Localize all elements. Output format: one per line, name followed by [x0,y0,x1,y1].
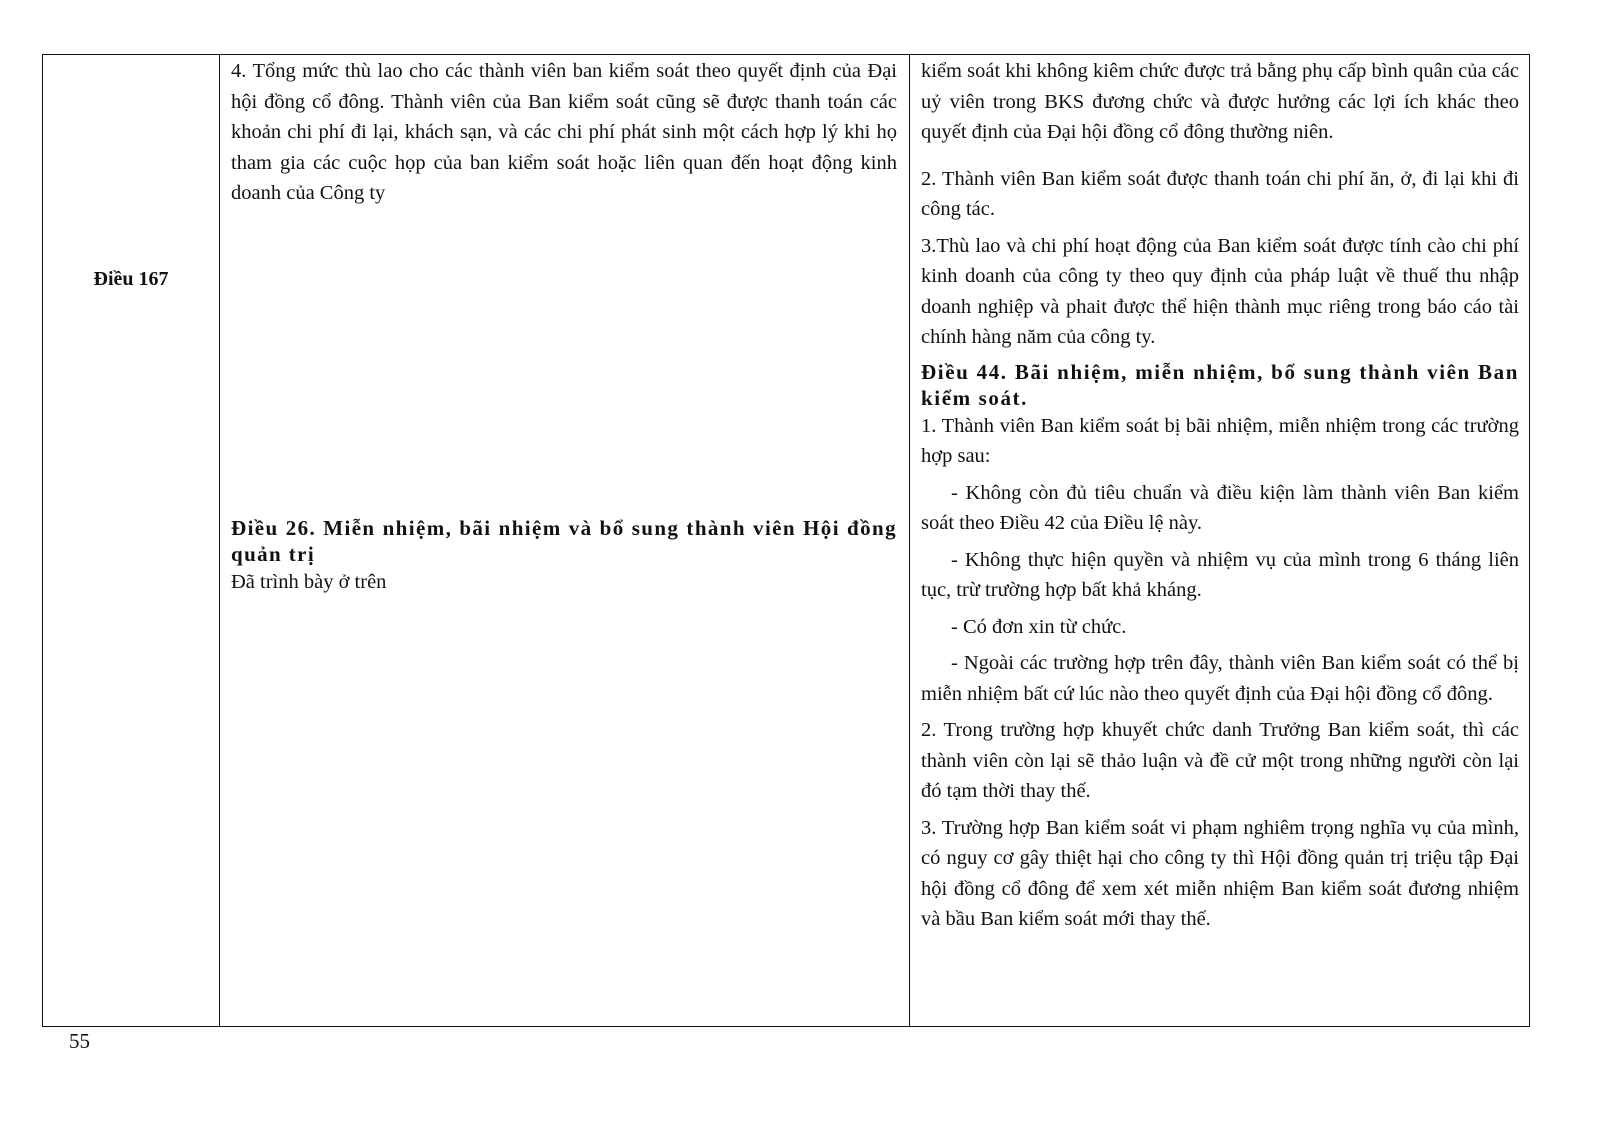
new-item-2: 2. Trong trường hợp khuyết chức danh Trưởng Ban kiểm soát, thì các thành viên còn lại sẽ thảo luận và đề cử một trong những người còn lại đó tạm thời thay thế. [921,719,1519,802]
old-regulation-cell [219,55,909,1026]
new-paragraph-3: 3.Thù lao và chi phí hoạt động của Ban kiểm soát được tính cào chi phí kinh doanh của công ty theo quy định của pháp luật về thuế thu nhập doanh nghiệp và phait được thể hiện thành mục riêng trong báo cáo tài chính hàng năm của công ty. [921,234,1519,348]
article-cell [43,55,219,1026]
old-article-26-heading: Điều 26. Miễn nhiệm, bãi nhiệm và bổ sung thành viên Hội đồng quản trị [231,516,897,566]
new-bullet: - Ngoài các trường hợp trên đây, thành viên Ban kiểm soát có thể bị miễn nhiệm bất cứ lúc nào theo quyết định của Đại hội đồng cổ đông. [921,652,1519,705]
new-bullet: - Không còn đủ tiêu chuẩn và điều kiện làm thành viên Ban kiểm soát theo Điều 42 của Điều lệ này. [921,481,1519,534]
new-regulation-content [921,56,1519,935]
new-paragraph-2: 2. Thành viên Ban kiểm soát được thanh toán chi phí ăn, ở, đi lại khi đi công tác. [921,167,1519,220]
old-article-26-note: Đã trình bày ở trên [231,571,387,593]
new-article-44-heading: Điều 44. Bãi nhiệm, miễn nhiệm, bổ sung thành viên Ban kiểm soát. [921,359,1519,410]
old-paragraph-4: 4. Tổng mức thù lao cho các thành viên ban kiểm soát theo quyết định của Đại hội đồng cổ đông. Thành viên của Ban kiểm soát cũng sẽ được thanh toán các khoản chi phí đi lại, khách sạn, và các chi phí phát sinh một cách hợp lý khi họ tham gia các cuộc họp của ban kiểm soát hoặc liên quan đến hoạt động kinh doanh của Công ty [231,60,897,204]
new-bullet: - Có đơn xin từ chức. [951,615,1127,638]
page-number: 55 [69,1029,90,1053]
new-item-1: 1. Thành viên Ban kiểm soát bị bãi nhiệm, miễn nhiệm trong các trường hợp sau: [921,414,1519,467]
article-label: Điều 167 [93,268,169,290]
new-bullet: - Không thực hiện quyền và nhiệm vụ của mình trong 6 tháng liên tục, trừ trường hợp bất khả kháng. [921,548,1519,601]
new-regulation-cell [909,55,1531,1026]
comparison-table [42,54,1530,1027]
new-item-3: 3. Trường hợp Ban kiểm soát vi phạm nghiêm trọng nghĩa vụ của mình, có nguy cơ gây thiệt hại cho công ty thì Hội đồng quản trị triệu tập Đại hội đồng cổ đông để xem xét miễn nhiệm Ban kiểm soát đương nhiệm và bầu Ban kiểm soát mới thay thế. [921,816,1519,930]
new-continued-paragraph: kiểm soát khi không kiêm chức được trả bằng phụ cấp bình quân của các uỷ viên trong BKS đương chức và được hưởng các lợi ích khác theo quyết định của Đại hội đồng cổ đông thường niên. [921,60,1519,143]
